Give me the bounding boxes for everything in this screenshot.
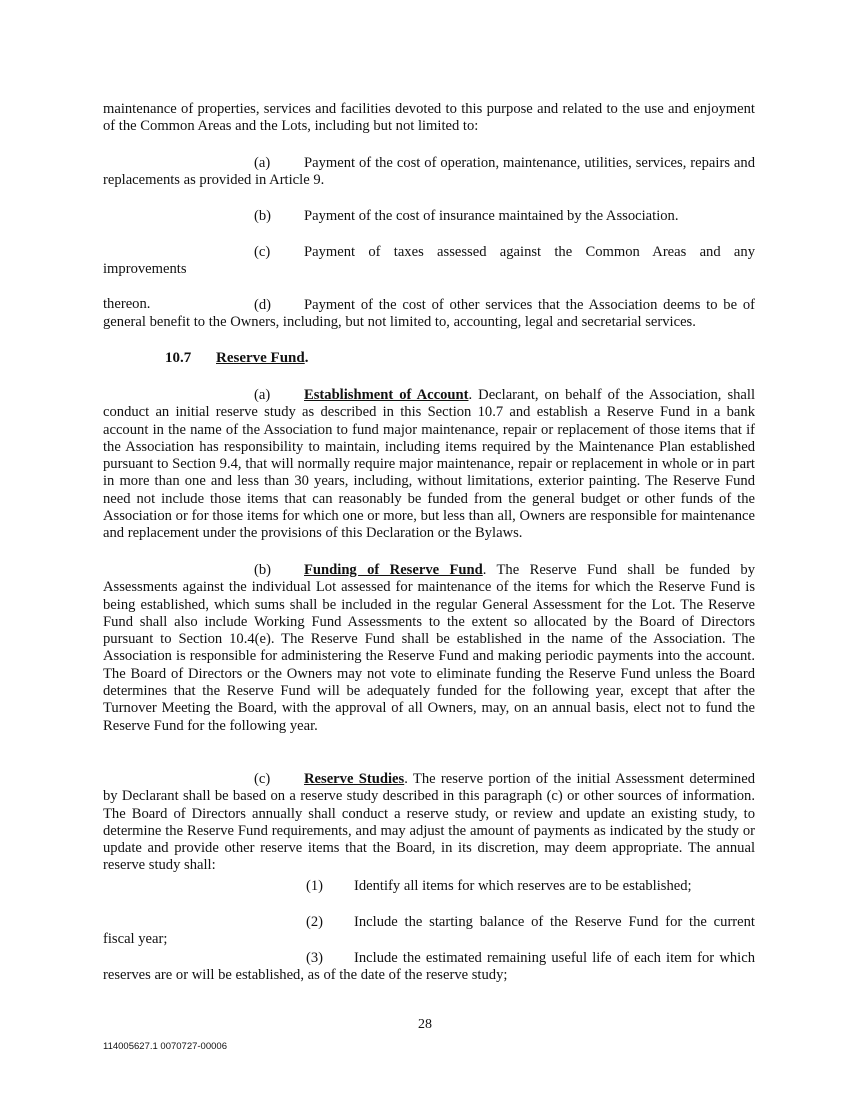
section-title: Reserve Fund — [216, 350, 305, 366]
item-text: Payment of the cost of other services that the Association deems to be of general benefit to the Owners, including, but not limited to, accounting, legal and secretarial services. — [103, 297, 755, 331]
subsection-title: Funding of Reserve Fund — [304, 562, 483, 578]
subsection-title: Reserve Studies — [304, 771, 405, 787]
subsection-text: . Declarant, on behalf of the Association, shall conduct an initial reserve study as described in this Section 10.7 and establish a Reserve Fund in a bank account in the name of the Association to fund major maintenance, repair or replacement of those items that if the Association has responsibility to maintain, including items required by the Maintenance Plan established pursuant to Section 9.4, that will normally require major maintenance, repair or replacement in whole or in part in more than one and less than 30 years, including, without limitations, exterior painting. The Reserve Fund need not include those items that can reasonably be funded from the general budget or other funds of the Association or for those items for which one or more, but less than all, Owners are responsible for maintenance and replacement under the provisions of this Declaration or the Bylaws. — [103, 387, 756, 542]
numbered-item — [103, 878, 755, 895]
section-heading — [165, 350, 309, 367]
numbered-text: Include the starting balance of the Reserve Fund for the current fiscal year; — [103, 914, 755, 948]
numbered-label: (3) — [306, 950, 324, 966]
section-punct: . — [304, 350, 309, 366]
list-item — [103, 155, 755, 190]
subsection-paragraph — [103, 771, 755, 875]
numbered-item — [103, 914, 755, 949]
numbered-text: Identify all items for which reserves are to be established; — [354, 878, 692, 894]
subsection-label: (c) — [254, 771, 271, 787]
subsection-text: . The reserve portion of the initial Assessment determined by Declarant shall be based on a reserve study described in this paragraph (c) or other sources of information. The Board of Directors annually shall conduct a reserve study, or review and update an existing study, to determine the Reserve Fund requirements, and may adjust the amount of payments as indicated by the study or update and provide other reserve items that the Board, in its discretion, may deem appropriate. The annual reserve study shall: — [103, 771, 755, 874]
item-label: (d) — [254, 297, 272, 313]
subsection-paragraph — [103, 387, 755, 543]
page-number: 28 — [418, 1017, 432, 1032]
section-number: 10.7 — [165, 350, 192, 366]
list-item — [103, 208, 755, 225]
subsection-label: (a) — [254, 387, 271, 403]
subsection-paragraph — [103, 562, 755, 735]
item-text: Payment of the cost of operation, maintenance, utilities, services, repairs and replacements as provided in Article 9. — [103, 155, 755, 189]
intro-paragraph: maintenance of properties, services and facilities devoted to this purpose and related to the use and enjoyment of the Common Areas and the Lots, including but not limited to: — [103, 101, 755, 135]
subsection-label: (b) — [254, 562, 272, 578]
subsection-title: Establishment of Account — [304, 387, 469, 403]
numbered-text: Include the estimated remaining useful life of each item for which reserves are or will be established, as of the date of the reserve study; — [103, 950, 755, 984]
subsection-text: . The Reserve Fund shall be funded by Assessments against the individual Lot assessed for maintenance of the items for which the Reserve Fund is being established, which sums shall be included in the regular General Assessment for the Lot. The Reserve Fund shall also include Working Fund Assessments to the extent so allocated by the Board of Directors pursuant to Section 10.4(e). The Reserve Fund shall be established in the name of the Association. The Association is responsible for administering the Reserve Fund and making periodic payments into the account. The Board of Directors or the Owners may not vote to eliminate funding the Reserve Fund unless the Board determines that the Reserve Fund will be adequately funded for the following year, except that after the Turnover Meeting the Board, with the approval of all Owners, may, on an annual basis, elect not to fund the Reserve Fund for the following year. — [103, 562, 756, 734]
item-label: (b) — [254, 208, 272, 224]
item-text: Payment of taxes assessed against the Common Areas and any improvements — [103, 244, 755, 278]
numbered-label: (1) — [306, 878, 324, 894]
item-label: (a) — [254, 155, 271, 171]
document-id: 114005627.1 0070727-00006 — [103, 1041, 227, 1052]
numbered-label: (2) — [306, 914, 324, 930]
item-text: Payment of the cost of insurance maintained by the Association. — [304, 208, 679, 224]
item-tail: thereon. — [103, 295, 151, 312]
list-item — [103, 297, 755, 332]
numbered-item — [103, 950, 755, 985]
item-label: (c) — [254, 244, 271, 260]
